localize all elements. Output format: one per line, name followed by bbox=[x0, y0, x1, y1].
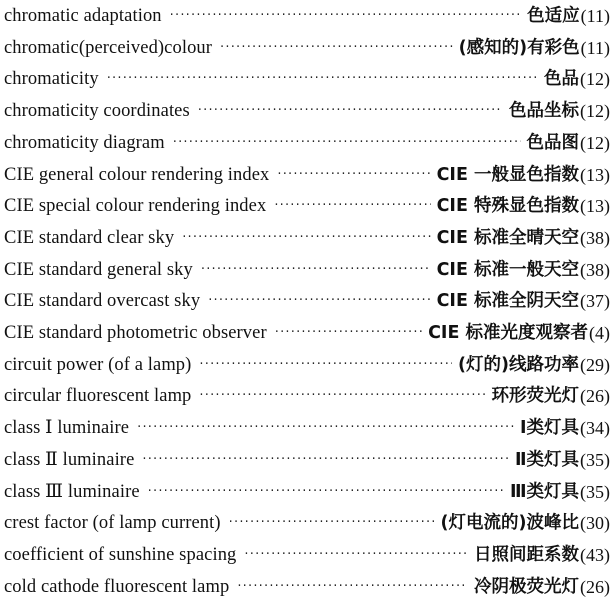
entry-translation: CIE 标准全阴天空 bbox=[436, 291, 579, 312]
dot-leader bbox=[199, 350, 452, 380]
entry-page-number: (12) bbox=[580, 132, 610, 153]
entry-page-number: (30) bbox=[580, 513, 610, 534]
index-entry-row bbox=[4, 477, 610, 507]
index-entry-row bbox=[4, 445, 610, 475]
entry-page-number: (38) bbox=[580, 227, 610, 248]
index-entry-row bbox=[4, 508, 610, 538]
index-entry-row bbox=[4, 160, 610, 190]
dot-leader bbox=[229, 508, 435, 538]
dot-leader bbox=[201, 255, 431, 285]
dot-leader bbox=[170, 1, 522, 31]
entry-page-number: (34) bbox=[580, 418, 610, 439]
index-entry-row bbox=[4, 33, 610, 63]
entry-term: class Ⅲ luminaire bbox=[4, 481, 140, 502]
entry-translation: 环形荧光灯 bbox=[491, 386, 579, 407]
index-entry-row bbox=[4, 381, 610, 411]
entry-term: class Ⅰ luminaire bbox=[4, 418, 130, 439]
entry-page-number: (43) bbox=[580, 544, 610, 565]
entry-translation: 色品坐标 bbox=[509, 101, 579, 122]
entry-page-number: (11) bbox=[580, 6, 610, 26]
entry-page-number: (13) bbox=[580, 164, 610, 185]
entry-term: chromaticity bbox=[4, 69, 99, 90]
entry-term: CIE standard photometric observer bbox=[4, 323, 267, 343]
dot-leader bbox=[220, 33, 453, 63]
entry-term: chromaticity coordinates bbox=[4, 101, 190, 122]
dot-leader bbox=[182, 223, 430, 253]
entry-term: coefficient of sunshine spacing bbox=[4, 544, 237, 565]
index-entry-row bbox=[4, 413, 610, 443]
entry-page-number: (13) bbox=[580, 196, 610, 217]
entry-translation: 色适应 bbox=[527, 6, 580, 26]
entry-term: circuit power (of a lamp) bbox=[4, 354, 192, 375]
entry-translation: (感知的)有彩色 bbox=[458, 37, 580, 58]
index-entry-row bbox=[4, 223, 610, 253]
entry-translation: 冷阴极荧光灯 bbox=[474, 576, 579, 597]
index-entry-row bbox=[4, 318, 610, 348]
entry-term: crest factor (of lamp current) bbox=[4, 513, 221, 534]
entry-page-number: (38) bbox=[580, 259, 610, 280]
index-entry-row bbox=[4, 572, 610, 602]
entry-term: cold cathode fluorescent lamp bbox=[4, 576, 230, 597]
entry-translation: Ⅰ类灯具 bbox=[519, 418, 579, 439]
entry-page-number: (29) bbox=[580, 354, 610, 375]
entry-term: CIE standard overcast sky bbox=[4, 291, 201, 312]
entry-term: CIE general colour rendering index bbox=[4, 164, 270, 185]
index-entry-row bbox=[4, 540, 610, 570]
entry-translation: (灯的)线路功率 bbox=[458, 354, 579, 375]
entry-translation: 日照间距系数 bbox=[474, 544, 579, 565]
dot-leader bbox=[277, 160, 430, 190]
entry-term: CIE standard general sky bbox=[4, 259, 193, 280]
entry-term: CIE special colour rendering index bbox=[4, 196, 267, 217]
entry-page-number: (37) bbox=[580, 291, 610, 312]
entry-translation: CIE 特殊显色指数 bbox=[436, 196, 579, 217]
entry-translation: CIE 一般显色指数 bbox=[436, 164, 579, 185]
dot-leader bbox=[244, 540, 468, 570]
entry-term: circular fluorescent lamp bbox=[4, 386, 192, 407]
entry-page-number: (11) bbox=[580, 37, 610, 58]
entry-page-number: (26) bbox=[580, 576, 610, 597]
index-entry-row bbox=[4, 64, 610, 94]
index-entry-row bbox=[4, 350, 610, 380]
index-entry-row bbox=[4, 286, 610, 316]
entry-term: chromaticity diagram bbox=[4, 132, 165, 153]
entry-term: class Ⅱ luminaire bbox=[4, 449, 135, 470]
entry-page-number: (35) bbox=[580, 449, 610, 470]
entry-translation: 色品 bbox=[544, 69, 579, 90]
dot-leader bbox=[237, 572, 468, 602]
entry-translation: (灯电流的)波峰比 bbox=[440, 513, 579, 534]
index-entry-row bbox=[4, 191, 610, 221]
entry-term: chromatic(perceived)colour bbox=[4, 37, 213, 58]
dot-leader bbox=[148, 477, 504, 507]
entry-translation: CIE 标准一般天空 bbox=[436, 259, 579, 280]
entry-translation: 色品图 bbox=[526, 132, 579, 153]
entry-page-number: (12) bbox=[580, 101, 610, 122]
dot-leader bbox=[275, 318, 422, 348]
dot-leader bbox=[107, 64, 538, 94]
entry-page-number: (4) bbox=[589, 323, 610, 343]
index-entry-row bbox=[4, 96, 610, 126]
entry-translation: CIE 标准光度观察者 bbox=[428, 323, 588, 343]
index-entry-row bbox=[4, 255, 610, 285]
entry-page-number: (26) bbox=[580, 386, 610, 407]
entry-page-number: (12) bbox=[580, 69, 610, 90]
entry-translation: Ⅲ类灯具 bbox=[509, 481, 579, 502]
index-entry-row bbox=[4, 128, 610, 158]
entry-page-number: (35) bbox=[580, 481, 610, 502]
dot-leader bbox=[208, 286, 430, 316]
entry-translation: Ⅱ类灯具 bbox=[514, 449, 579, 470]
dot-leader bbox=[173, 128, 521, 158]
entry-term: CIE standard clear sky bbox=[4, 227, 175, 248]
dot-leader bbox=[274, 191, 430, 221]
dot-leader bbox=[142, 445, 509, 475]
dot-leader bbox=[199, 381, 485, 411]
index-entry-row bbox=[4, 1, 610, 31]
entry-translation: CIE 标准全晴天空 bbox=[436, 227, 579, 248]
dot-leader bbox=[137, 413, 514, 443]
dot-leader bbox=[198, 96, 503, 126]
entry-term: chromatic adaptation bbox=[4, 6, 162, 26]
